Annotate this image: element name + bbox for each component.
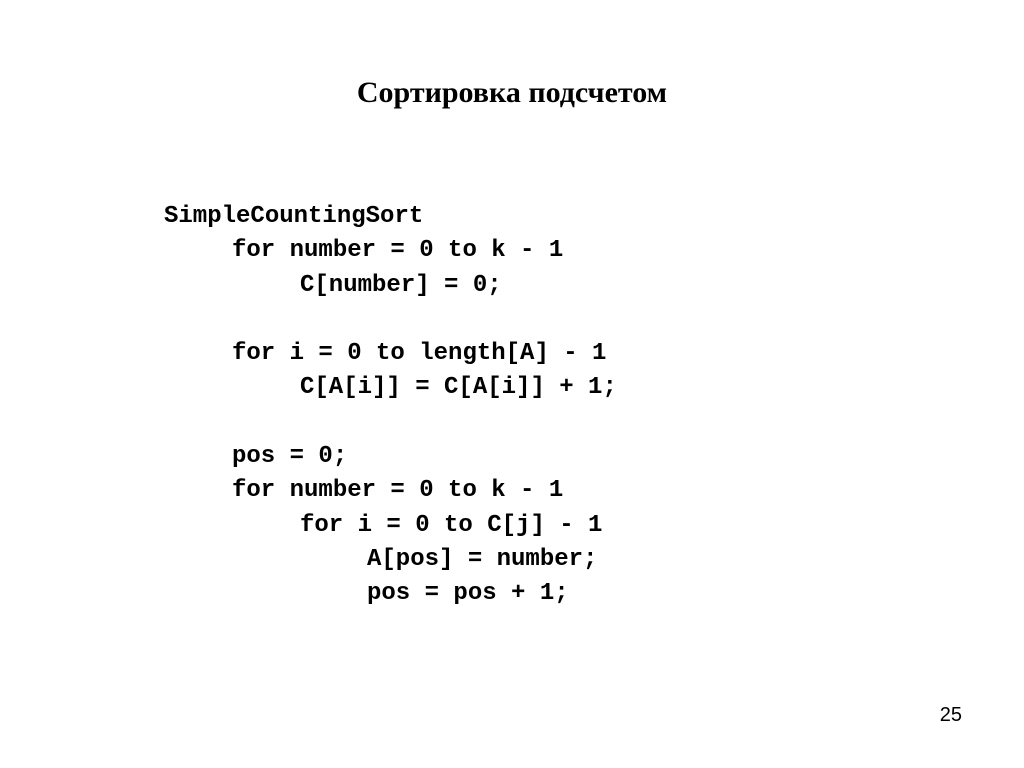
- code-line: pos = 0;: [232, 443, 348, 471]
- code-line: C[number] = 0;: [300, 271, 502, 299]
- code-line: for number = 0 to k - 1: [232, 237, 564, 265]
- code-line: pos = pos + 1;: [367, 580, 569, 608]
- code-line: for number = 0 to k - 1: [232, 477, 564, 505]
- slide-title: Сортировка подсчетом: [356, 76, 668, 109]
- code-block: [164, 200, 617, 612]
- code-line-blank: [164, 406, 617, 440]
- code-line-blank: [164, 303, 617, 337]
- code-line: for i = 0 to C[j] - 1: [300, 511, 603, 539]
- code-line: A[pos] = number;: [367, 545, 598, 573]
- code-line: C[A[i]] = C[A[i]] + 1;: [300, 374, 617, 402]
- code-line: SimpleCountingSort: [164, 203, 424, 230]
- page-number: 25: [939, 704, 962, 726]
- code-line: for i = 0 to length[A] - 1: [232, 340, 607, 368]
